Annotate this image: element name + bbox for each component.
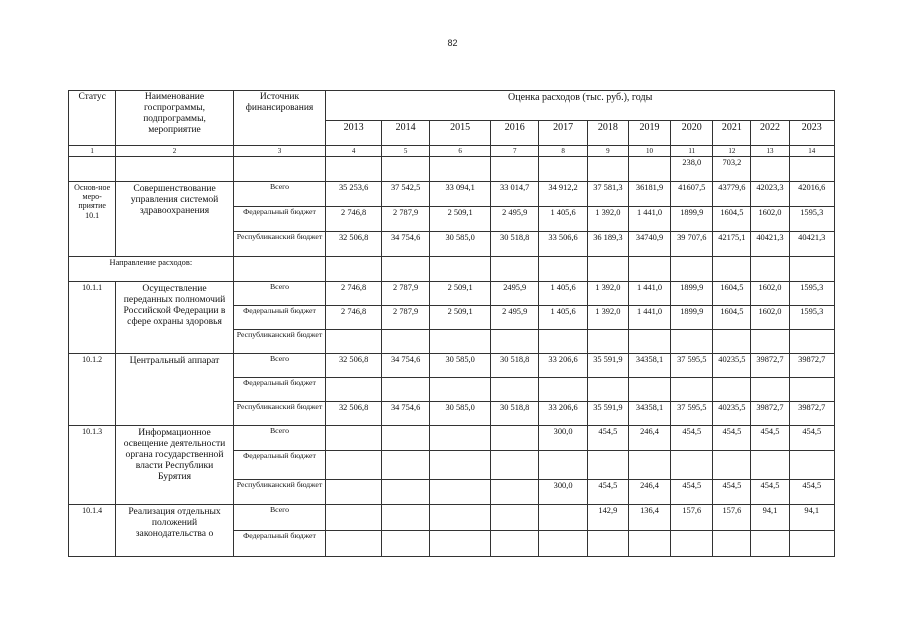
value-cell	[381, 480, 429, 505]
value-cell	[326, 426, 382, 451]
value-cell	[751, 378, 789, 402]
value-cell: 39872,7	[751, 402, 789, 426]
source-cell: Республиканский бюджет	[233, 330, 326, 354]
direction-label: Направление расходов:	[69, 257, 234, 282]
value-cell: 33 094,1	[430, 182, 491, 207]
value-cell	[587, 378, 628, 402]
value-cell: 300,0	[539, 426, 587, 451]
value-cell: 454,5	[789, 480, 835, 505]
year-header: 2014	[381, 121, 429, 146]
status-cell: Основ-ное меро-приятие 10.1	[69, 182, 116, 257]
value-cell: 2 509,1	[430, 282, 491, 306]
table-cell	[713, 257, 751, 282]
value-cell: 1899,9	[671, 282, 713, 306]
value-cell	[789, 451, 835, 480]
value-cell: 42016,6	[789, 182, 835, 207]
value-cell: 454,5	[789, 426, 835, 451]
value-cell: 40235,5	[713, 354, 751, 378]
value-cell: 30 518,8	[491, 354, 539, 378]
value-cell: 30 585,0	[430, 402, 491, 426]
year-header: 2019	[628, 121, 670, 146]
year-header: 2017	[539, 121, 587, 146]
source-cell: Республиканский бюджет	[233, 232, 326, 257]
name-header: Наименование госпрограммы, подпрограммы, мероприятие	[116, 91, 233, 146]
value-cell: 34 754,6	[381, 402, 429, 426]
value-cell	[381, 505, 429, 531]
value-cell	[628, 330, 670, 354]
value-cell	[628, 531, 670, 557]
column-index: 14	[789, 146, 835, 157]
table-cell	[539, 157, 587, 182]
value-cell	[628, 378, 670, 402]
value-cell	[539, 330, 587, 354]
column-index-row	[69, 146, 835, 157]
value-cell: 39 707,6	[671, 232, 713, 257]
value-cell: 34358,1	[628, 402, 670, 426]
value-cell	[430, 531, 491, 557]
value-cell: 1 392,0	[587, 282, 628, 306]
table-row	[69, 282, 835, 306]
value-cell: 1 392,0	[587, 207, 628, 232]
value-cell: 142,9	[587, 505, 628, 531]
value-cell: 1602,0	[751, 207, 789, 232]
value-cell	[587, 531, 628, 557]
value-cell: 454,5	[713, 426, 751, 451]
value-cell: 1 405,6	[539, 207, 587, 232]
value-cell: 34358,1	[628, 354, 670, 378]
value-cell: 1602,0	[751, 306, 789, 330]
column-index: 12	[713, 146, 751, 157]
value-cell: 41607,5	[671, 182, 713, 207]
year-header: 2015	[430, 121, 491, 146]
value-cell: 40421,3	[789, 232, 835, 257]
source-cell: Всего	[233, 354, 326, 378]
column-index: 3	[233, 146, 326, 157]
value-cell: 157,6	[671, 505, 713, 531]
item-code: 10.1.3	[69, 426, 116, 505]
value-cell	[381, 378, 429, 402]
value-cell: 94,1	[789, 505, 835, 531]
table-cell	[628, 157, 670, 182]
value-cell: 454,5	[671, 426, 713, 451]
table-cell	[751, 157, 789, 182]
year-header: 2016	[491, 121, 539, 146]
column-index: 5	[381, 146, 429, 157]
value-cell: 238,0	[671, 157, 713, 182]
table-cell	[430, 257, 491, 282]
value-cell	[491, 426, 539, 451]
value-cell	[539, 531, 587, 557]
value-cell: 1899,9	[671, 306, 713, 330]
table-row	[69, 182, 835, 207]
value-cell: 34 754,6	[381, 232, 429, 257]
carryover-row	[69, 157, 835, 182]
value-cell	[326, 451, 382, 480]
value-cell: 30 585,0	[430, 232, 491, 257]
value-cell: 33 206,6	[539, 402, 587, 426]
value-cell	[713, 531, 751, 557]
value-cell	[326, 505, 382, 531]
table-cell	[381, 257, 429, 282]
source-cell: Федеральный бюджет	[233, 306, 326, 330]
value-cell	[671, 330, 713, 354]
value-cell: 37 581,3	[587, 182, 628, 207]
value-cell: 30 518,8	[491, 232, 539, 257]
value-cell	[713, 378, 751, 402]
value-cell: 454,5	[587, 426, 628, 451]
page-number: 82	[447, 38, 458, 48]
value-cell: 1899,9	[671, 207, 713, 232]
value-cell	[430, 426, 491, 451]
table-cell	[587, 157, 628, 182]
value-cell	[713, 330, 751, 354]
value-cell: 1602,0	[751, 282, 789, 306]
value-cell: 32 506,8	[326, 232, 382, 257]
value-cell: 1 392,0	[587, 306, 628, 330]
value-cell: 2 495,9	[491, 306, 539, 330]
year-header: 2021	[713, 121, 751, 146]
budget-table	[68, 90, 835, 557]
value-cell	[751, 531, 789, 557]
value-cell: 1604,5	[713, 282, 751, 306]
source-cell: Федеральный бюджет	[233, 207, 326, 232]
value-cell	[430, 451, 491, 480]
value-cell: 40421,3	[751, 232, 789, 257]
value-cell: 34740,9	[628, 232, 670, 257]
value-cell	[671, 451, 713, 480]
value-cell: 43779,6	[713, 182, 751, 207]
value-cell	[713, 451, 751, 480]
value-cell: 454,5	[751, 426, 789, 451]
value-cell	[381, 426, 429, 451]
value-cell: 36181,9	[628, 182, 670, 207]
value-cell: 1 441,0	[628, 282, 670, 306]
value-cell: 1595,3	[789, 207, 835, 232]
value-cell: 2 787,9	[381, 306, 429, 330]
column-index: 9	[587, 146, 628, 157]
budget-table-container	[68, 90, 835, 610]
item-code: 10.1.2	[69, 354, 116, 426]
value-cell: 33 506,6	[539, 232, 587, 257]
value-cell: 454,5	[671, 480, 713, 505]
value-cell: 157,6	[713, 505, 751, 531]
value-cell: 1595,3	[789, 282, 835, 306]
value-cell: 42023,3	[751, 182, 789, 207]
value-cell	[326, 330, 382, 354]
value-cell: 33 014,7	[491, 182, 539, 207]
value-cell	[430, 330, 491, 354]
value-cell: 1 441,0	[628, 306, 670, 330]
table-cell	[381, 157, 429, 182]
value-cell: 30 518,8	[491, 402, 539, 426]
value-cell	[539, 451, 587, 480]
value-cell: 39872,7	[789, 354, 835, 378]
table-cell	[491, 157, 539, 182]
year-header: 2020	[671, 121, 713, 146]
value-cell	[491, 505, 539, 531]
value-cell: 39872,7	[789, 402, 835, 426]
table-row	[69, 354, 835, 378]
value-cell	[628, 451, 670, 480]
event-name: Совершенствование управления системой здравоохранения	[116, 182, 233, 257]
table-cell	[671, 257, 713, 282]
value-cell	[751, 451, 789, 480]
value-cell	[430, 378, 491, 402]
table-cell	[430, 157, 491, 182]
table-cell	[233, 157, 326, 182]
year-header: 2013	[326, 121, 382, 146]
source-cell: Республиканский бюджет	[233, 480, 326, 505]
column-index: 7	[491, 146, 539, 157]
value-cell: 1604,5	[713, 306, 751, 330]
source-cell: Федеральный бюджет	[233, 531, 326, 557]
value-cell: 1 441,0	[628, 207, 670, 232]
value-cell	[430, 480, 491, 505]
table-cell	[789, 157, 835, 182]
value-cell: 39872,7	[751, 354, 789, 378]
source-cell: Всего	[233, 182, 326, 207]
value-cell: 454,5	[713, 480, 751, 505]
value-cell: 42175,1	[713, 232, 751, 257]
value-cell: 35 253,6	[326, 182, 382, 207]
source-cell: Федеральный бюджет	[233, 451, 326, 480]
direction-row	[69, 257, 835, 282]
value-cell	[539, 505, 587, 531]
value-cell: 1595,3	[789, 306, 835, 330]
value-cell: 454,5	[587, 480, 628, 505]
column-index: 4	[326, 146, 382, 157]
value-cell: 2 509,1	[430, 306, 491, 330]
table-cell	[69, 157, 116, 182]
value-cell: 32 506,8	[326, 402, 382, 426]
value-cell	[539, 378, 587, 402]
value-cell: 37 542,5	[381, 182, 429, 207]
value-cell	[789, 378, 835, 402]
column-index: 8	[539, 146, 587, 157]
source-header: Источник финансирования	[233, 91, 326, 146]
header-row	[69, 91, 835, 121]
value-cell	[430, 505, 491, 531]
value-cell	[326, 480, 382, 505]
value-cell: 300,0	[539, 480, 587, 505]
item-name: Информационное освещение деятельности органа государственной власти Республики Бурятия	[116, 426, 233, 505]
value-cell: 94,1	[751, 505, 789, 531]
table-cell	[628, 257, 670, 282]
value-cell	[671, 531, 713, 557]
value-cell: 1 405,6	[539, 282, 587, 306]
value-cell	[491, 451, 539, 480]
column-index: 11	[671, 146, 713, 157]
value-cell: 2 495,9	[491, 207, 539, 232]
value-cell	[789, 330, 835, 354]
value-cell	[491, 330, 539, 354]
column-index: 13	[751, 146, 789, 157]
value-cell: 1604,5	[713, 207, 751, 232]
value-cell: 34 912,2	[539, 182, 587, 207]
estimate-header: Оценка расходов (тыс. руб.), годы	[326, 91, 835, 121]
value-cell: 35 591,9	[587, 402, 628, 426]
item-code: 10.1.1	[69, 282, 116, 354]
value-cell: 2 787,9	[381, 282, 429, 306]
value-cell: 2 509,1	[430, 207, 491, 232]
value-cell: 2 787,9	[381, 207, 429, 232]
year-header: 2022	[751, 121, 789, 146]
value-cell: 2 746,8	[326, 306, 382, 330]
value-cell	[789, 531, 835, 557]
source-cell: Федеральный бюджет	[233, 378, 326, 402]
table-cell	[539, 257, 587, 282]
table-row	[69, 505, 835, 531]
value-cell: 2 746,8	[326, 282, 382, 306]
table-cell	[491, 257, 539, 282]
item-name: Осуществление переданных полномочий Российской Федерации в сфере охраны здоровья	[116, 282, 233, 354]
table-cell	[326, 257, 382, 282]
value-cell	[381, 330, 429, 354]
value-cell	[491, 531, 539, 557]
value-cell	[671, 378, 713, 402]
source-cell: Республиканский бюджет	[233, 402, 326, 426]
value-cell	[587, 451, 628, 480]
column-index: 6	[430, 146, 491, 157]
value-cell: 2 746,8	[326, 207, 382, 232]
table-row	[69, 426, 835, 451]
table-cell	[587, 257, 628, 282]
value-cell: 246,4	[628, 480, 670, 505]
source-cell: Всего	[233, 505, 326, 531]
item-name: Реализация отдельных положений законодательства о	[116, 505, 233, 557]
column-index: 1	[69, 146, 116, 157]
source-cell: Всего	[233, 282, 326, 306]
value-cell	[491, 480, 539, 505]
value-cell: 34 754,6	[381, 354, 429, 378]
value-cell: 36 189,3	[587, 232, 628, 257]
table-cell	[751, 257, 789, 282]
value-cell	[587, 330, 628, 354]
value-cell	[326, 531, 382, 557]
table-cell	[326, 157, 382, 182]
value-cell: 1 405,6	[539, 306, 587, 330]
value-cell: 32 506,8	[326, 354, 382, 378]
value-cell	[381, 451, 429, 480]
table-cell	[789, 257, 835, 282]
value-cell: 454,5	[751, 480, 789, 505]
table-cell	[116, 157, 233, 182]
value-cell	[491, 378, 539, 402]
value-cell: 30 585,0	[430, 354, 491, 378]
column-index: 2	[116, 146, 233, 157]
value-cell: 246,4	[628, 426, 670, 451]
value-cell: 136,4	[628, 505, 670, 531]
value-cell: 33 206,6	[539, 354, 587, 378]
table-cell	[233, 257, 326, 282]
column-index: 10	[628, 146, 670, 157]
value-cell: 37 595,5	[671, 402, 713, 426]
item-name: Центральный аппарат	[116, 354, 233, 426]
value-cell	[751, 330, 789, 354]
value-cell	[381, 531, 429, 557]
value-cell: 40235,5	[713, 402, 751, 426]
value-cell: 703,2	[713, 157, 751, 182]
value-cell: 37 595,5	[671, 354, 713, 378]
value-cell: 35 591,9	[587, 354, 628, 378]
year-header: 2018	[587, 121, 628, 146]
status-header: Статус	[69, 91, 116, 146]
value-cell: 2495,9	[491, 282, 539, 306]
year-header: 2023	[789, 121, 835, 146]
value-cell	[326, 378, 382, 402]
source-cell: Всего	[233, 426, 326, 451]
item-code: 10.1.4	[69, 505, 116, 557]
